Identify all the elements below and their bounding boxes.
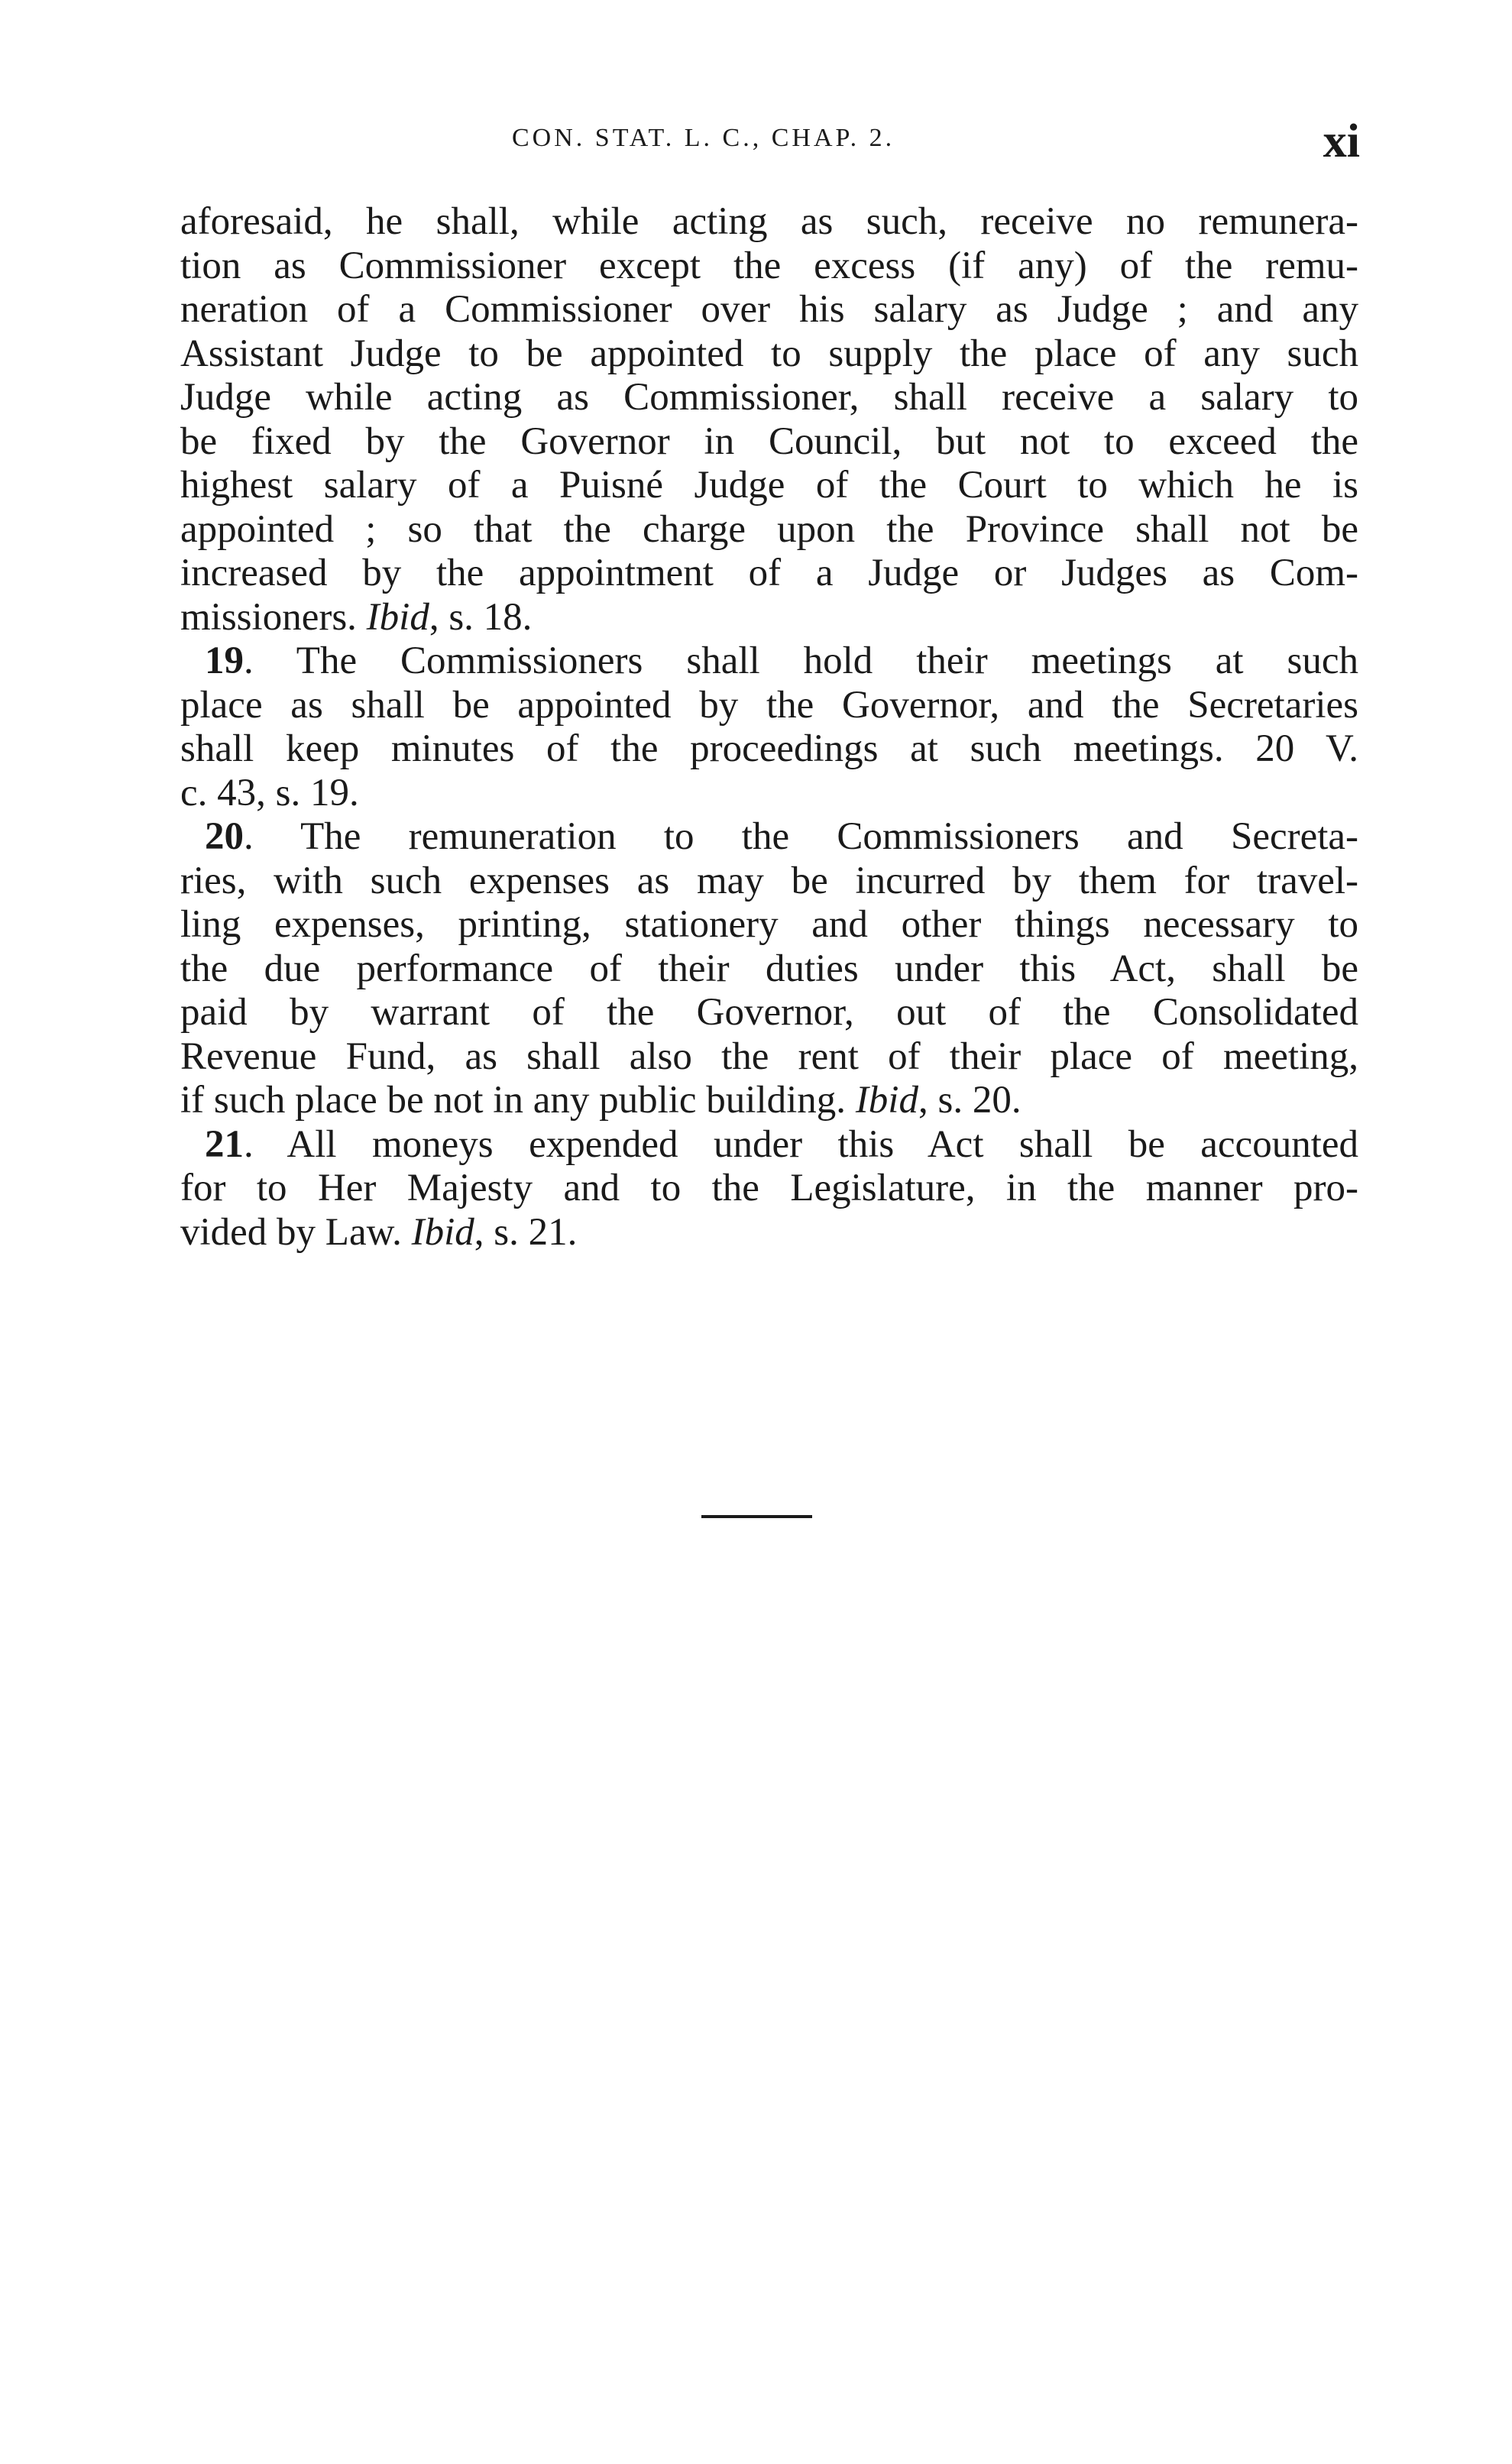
end-rule xyxy=(701,1515,812,1518)
text-line: paid by warrant of the Governor, out of the Consolidated xyxy=(180,991,1358,1034)
text-line: Judge while acting as Commissioner, shall receive a salary to xyxy=(180,376,1358,419)
citation-section: , s. 18. xyxy=(429,595,533,639)
section-number: 21 xyxy=(205,1122,244,1166)
text-line: c. 43, s. 19. xyxy=(180,771,359,814)
citation-section: , s. 21. xyxy=(474,1210,578,1254)
text-line: missioners. Ibid, s. 18. xyxy=(180,595,533,639)
text-line: appointed ; so that the charge upon the Province shall not be xyxy=(180,507,1358,551)
text-line: for to Her Majesty and to the Legislature, in the manner pro- xyxy=(180,1167,1358,1209)
citation-ibid: Ibid xyxy=(366,595,429,639)
section-number: 20 xyxy=(205,815,244,858)
body-text xyxy=(180,200,1358,1255)
section-19-line: 19. The Commissioners shall hold their meetings at such xyxy=(205,639,1358,682)
text-line: ling expenses, printing, stationery and other things necessary to xyxy=(180,903,1358,946)
text-line: shall keep minutes of the proceedings at such meetings. 20 V. xyxy=(180,727,1358,770)
text-line: neration of a Commissioner over his salary as Judge ; and any xyxy=(180,288,1358,331)
text-line: ries, with such expenses as may be incurred by them for travel- xyxy=(180,859,1358,902)
text-line: tion as Commissioner except the excess (if any) of the remu- xyxy=(180,244,1358,287)
text-line: place as shall be appointed by the Governor, and the Secretaries xyxy=(180,683,1358,727)
section-20-line: 20. The remuneration to the Commissioners and Secreta- xyxy=(205,815,1358,858)
text-line: highest salary of a Puisné Judge of the Court to which he is xyxy=(180,464,1358,507)
text-line: aforesaid, he shall, while acting as such, receive no remunera- xyxy=(180,200,1358,243)
text-line: Assistant Judge to be appointed to supply the place of any such xyxy=(180,332,1358,375)
section-number: 19 xyxy=(205,639,244,682)
section-21-line: 21. All moneys expended under this Act shall be accounted xyxy=(205,1122,1358,1166)
running-head xyxy=(176,115,1368,176)
text-line: increased by the appointment of a Judge or Judges as Com- xyxy=(180,552,1358,594)
citation-ibid: Ibid xyxy=(411,1210,474,1254)
text-line: vided by Law. Ibid, s. 21. xyxy=(180,1210,578,1254)
text-line: Revenue Fund, as shall also the rent of their place of meeting, xyxy=(180,1034,1358,1078)
text-line: if such place be not in any public building. Ibid, s. 20. xyxy=(180,1079,1021,1122)
text-line: the due performance of their duties under this Act, shall be xyxy=(180,947,1358,990)
citation-ibid: Ibid xyxy=(855,1079,918,1122)
text-line: be fixed by the Governor in Council, but not to exceed the xyxy=(180,419,1358,463)
running-title: CON. STAT. L. C., CHAP. 2. xyxy=(512,124,895,152)
page-number: xi xyxy=(1323,115,1360,167)
citation-section: , s. 20. xyxy=(918,1079,1021,1122)
